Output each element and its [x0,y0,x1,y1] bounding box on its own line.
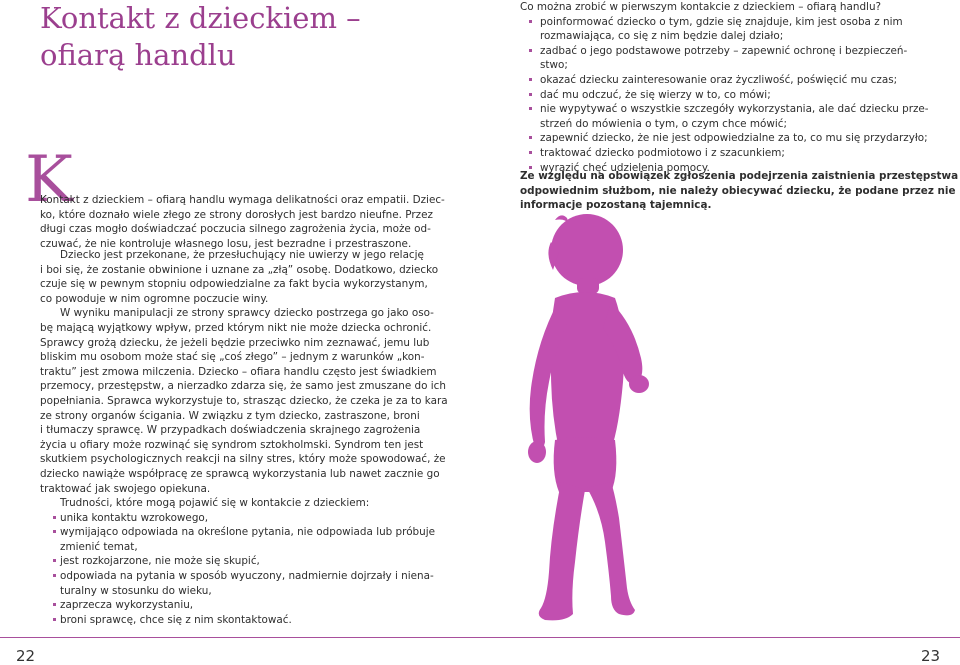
list-item [520,15,925,30]
notice-line: Ze względu na obowiązek zgłoszenia podejrzenia zaistnienia przestępstwa [520,170,959,182]
square-bullet-icon [53,603,56,606]
square-bullet-icon [529,78,532,81]
square-bullet-icon [529,136,532,139]
intro-line: ko, które doznało wiele złego ze strony dorosłych jest bardzo nieufne. Przez [40,208,433,221]
paragraph-3-line: traktować jak swojego opiekuna. [40,482,211,495]
paragraph-3-line: skutkiem psychologicznych reakcji na silny stres, który może spowodować, że [40,453,446,466]
toddler-silhouette-image [515,212,655,624]
paragraph-3-line: bliskim mu osobom może stać się „coś złego” – jednym z warunków „kon- [40,351,425,364]
square-bullet-icon [53,574,56,577]
list-item [520,88,925,103]
list-item [40,554,405,569]
notice-line: informacje pozostaną tajemnicą. [520,199,712,212]
title-line-2: ofiarą handlu [40,38,236,72]
list-item-text: zaprzecza wykorzystaniu, [60,599,194,612]
list-item-text: unika kontaktu wzrokowego, [60,511,209,524]
page-title [40,0,361,74]
list-item [40,613,405,628]
list-item-text: rozmawiająca, co się z nim będzie dalej działo; [540,30,784,43]
dropcap-letter: K [25,143,73,217]
list-item-text: jest rozkojarzone, nie może się skupić, [60,555,260,568]
list-item-text: wyrazić chęć udzielenia pomocy. [540,161,710,174]
list-item [520,146,925,161]
list-item-text: poinformować dziecko o tym, gdzie się znajduje, kim jest osoba z nim [540,15,903,28]
paragraph-2-line: i boi się, że zostanie obwinione i uznane za „złą” osobę. Dodatkowo, dziecko [40,263,439,276]
list-item [40,598,405,613]
intro-line: czuwać, że nie kontroluje własnego losu, jest bezradne i przestraszone. [40,237,412,250]
list-item-continuation [520,29,925,44]
intro-line: długi czas mogło doświadczać poczucia silnego zagrożenia życia, może od- [40,223,431,236]
difficulties-list [40,511,436,628]
square-bullet-icon [529,93,532,96]
section-question: Co można zrobić w pierwszym kontakcie z dzieckiem – ofiarą handlu? [520,1,882,13]
list-item-text: strzeń do mówienia o tym, o czym chce mówić; [540,117,787,130]
list-item-text: dać mu odczuć, że się wierzy w to, co mówi; [540,88,771,101]
list-intro: Trudności, które mogą pojawić się w kontakcie z dzieckiem: [60,497,370,510]
paragraph-3-line: W wyniku manipulacji ze strony sprawcy dziecko postrzega go jako oso- [60,307,434,320]
paragraph-3-line: i tłumaczy sprawcę. W przypadkach doświadczenia skrajnego zagrożenia [40,424,421,437]
paragraph-3-line: Sprawcy grożą dziecku, że jeżeli będzie przeciwko nim zeznawać, jemu lub [40,336,430,349]
title-line-1: Kontakt z dzieckiem – [40,1,361,35]
list-item [40,569,434,584]
paragraph-3-line: życia u ofiary może rozwinąć się syndrom sztokholmski. Syndrom ten jest [40,438,424,451]
confidentiality-notice [520,169,959,213]
paragraph-3-line: przemocy, przestępstw, a nierzadko zdarza się, że samo jest zmuszane do ich [40,380,446,393]
square-bullet-icon [529,151,532,154]
square-bullet-icon [53,559,56,562]
intro-line: Kontakt z dzieckiem – ofiarą handlu wymaga delikatności oraz empatii. Dziec- [40,194,445,206]
list-item-text: stwo; [540,59,568,72]
right-page [480,0,960,665]
list-item [40,511,405,526]
list-item-text: turalny w stosunku do wieku, [60,584,212,597]
notice-line: odpowiednim służbom, nie należy obiecywać dziecku, że podane przez nie [520,184,956,197]
first-contact-section [520,0,929,175]
list-item-continuation [520,58,925,73]
list-item-text: zadbać o jego podstawowe potrzeby – zapewnić ochronę i bezpieczeń- [540,44,908,57]
list-item-text: nie wypytywać o wszystkie szczegóły wykorzystania, ale dać dziecku prze- [540,103,929,116]
actions-list [520,15,929,176]
main-text [40,248,448,627]
list-item-continuation [520,117,925,132]
paragraph-2-line: Dziecko jest przekonane, że przesłuchujący nie uwierzy w jego relację [60,249,424,261]
square-bullet-icon [529,20,532,23]
list-item-text: broni sprawcę, chce się z nim skontaktować. [60,613,292,626]
square-bullet-icon [529,49,532,52]
footer-divider [0,637,480,638]
page-number-right: 23 [921,647,941,665]
list-item-text: okazać dziecku zainteresowanie oraz życzliwość, poświęcić mu czas; [540,73,898,86]
intro-paragraph [40,193,445,251]
list-item [520,73,925,88]
paragraph-3-line: dziecko nawiąże współpracę ze sprawcą wykorzystania lub nawet zacznie go [40,467,440,480]
list-item-text: traktować dziecko podmiotowo i z szacunkiem; [540,146,785,159]
list-item [520,131,928,146]
square-bullet-icon [529,107,532,110]
list-item-text: wymijająco odpowiada na określone pytania, nie odpowiada lub próbuje [60,526,436,539]
list-item-continuation [40,540,405,555]
list-item-text: odpowiada na pytania w sposób wyuczony, nadmiernie dojrzały i niena- [60,570,434,583]
square-bullet-icon [53,530,56,533]
paragraph-2-line: czuje się w pewnym stopniu odpowiedzialne za fakt bycia wykorzystanym, [40,278,428,291]
square-bullet-icon [53,516,56,519]
paragraph-2-line: co powoduje w nim ogromne poczucie winy. [40,292,269,305]
list-item [40,525,436,540]
paragraph-3-line: ze strony organów ścigania. W związku z tym dziecko, zastraszone, broni [40,409,420,422]
paragraph-3-line: bę mającą wyjątkowy wpływ, przed którym nikt nie może dziecka ochronić. [40,321,432,334]
list-item-text: zmienić temat, [60,540,138,553]
page-number-left: 22 [16,647,36,665]
paragraph-3-line: popełniania. Sprawca wykorzystuje to, strasząc dziecko, że czeka je za to kara [40,394,448,407]
list-item-text: zapewnić dziecko, że nie jest odpowiedzialne za to, co mu się przydarzyło; [540,132,928,145]
list-item [520,102,929,117]
footer-divider [480,637,960,638]
square-bullet-icon [53,618,56,621]
paragraph-3-line: traktu” jest zmowa milczenia. Dziecko – ofiara handlu często jest świadkiem [40,365,437,378]
list-item [520,44,925,59]
list-item-continuation [40,584,405,599]
